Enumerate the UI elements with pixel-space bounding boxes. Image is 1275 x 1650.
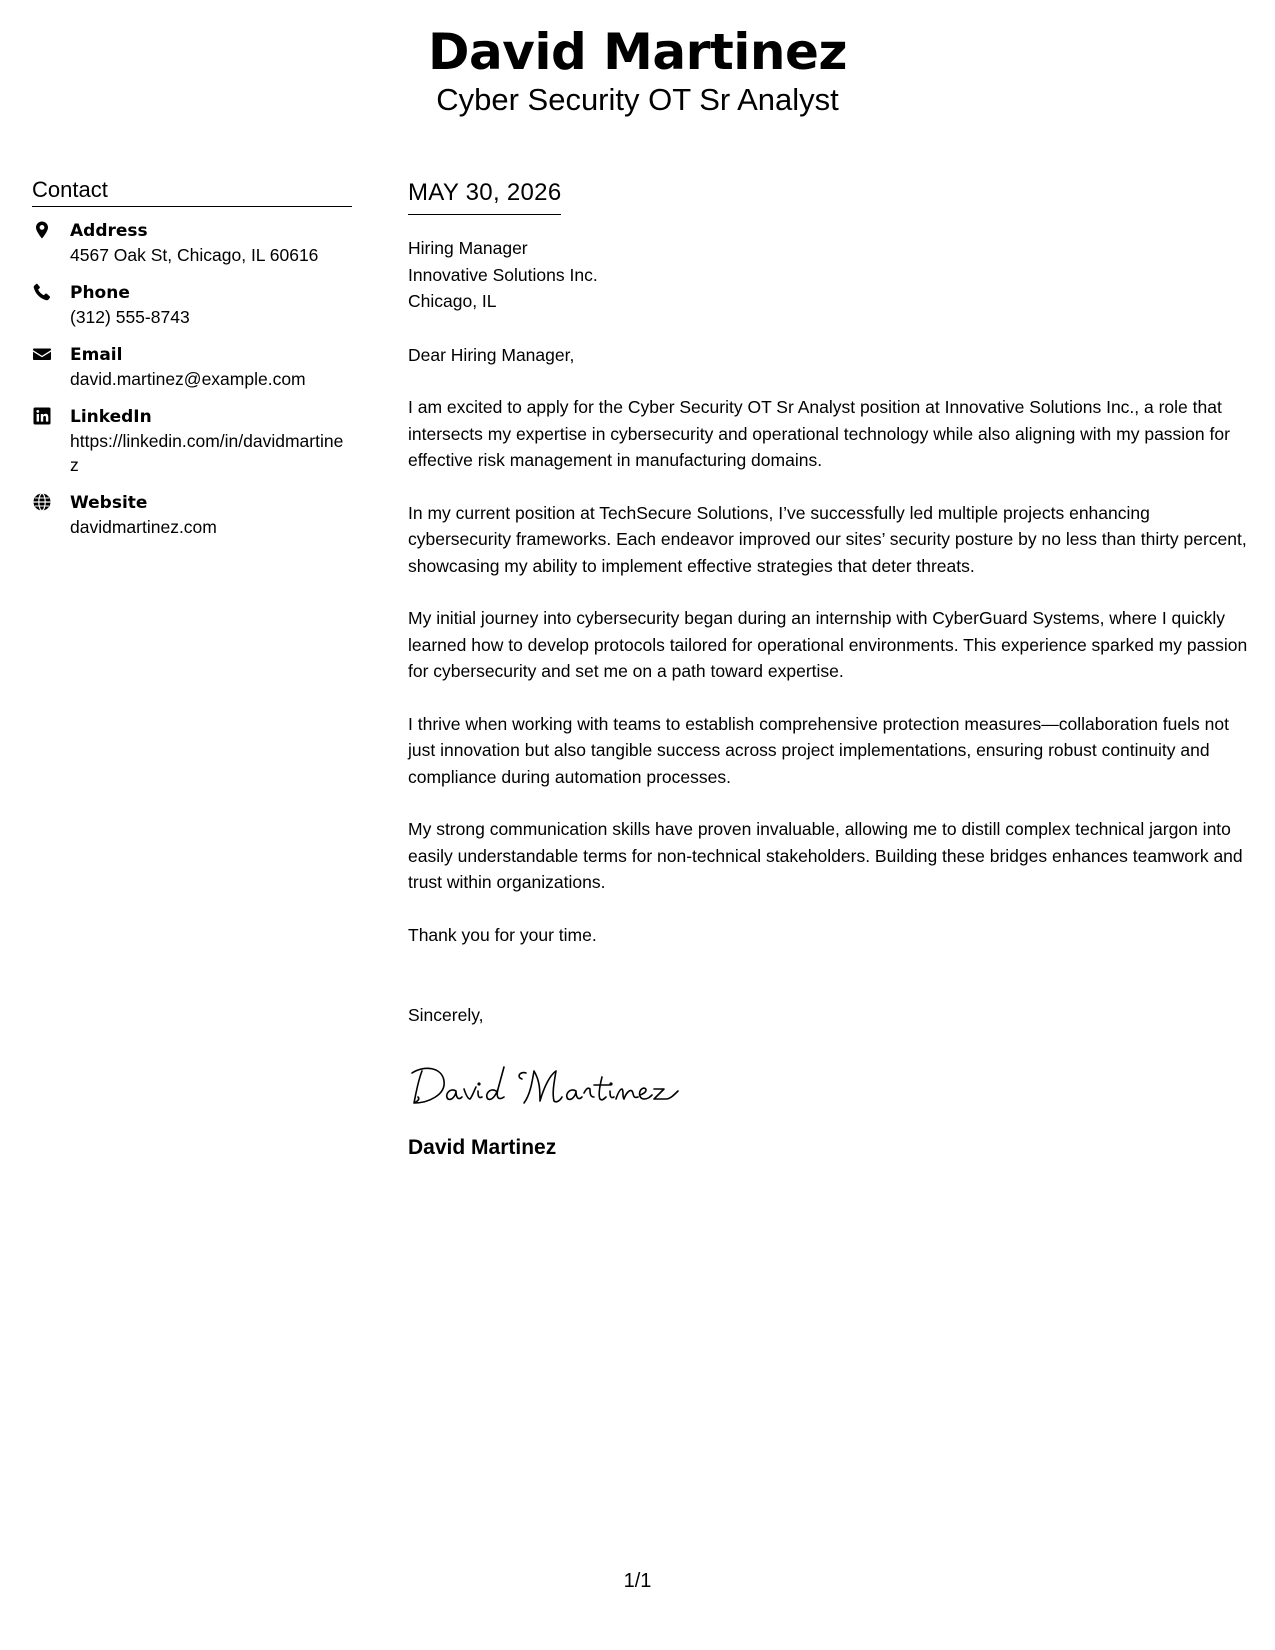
body-paragraph: I am excited to apply for the Cyber Security OT Sr Analyst position at Innovative Solutions Inc., a role that intersects my expertise in cybersecurity and operational technology while also aligning with my passion for effective risk management in manufacturing domains. — [408, 397, 1230, 470]
recipient-block — [408, 235, 1248, 315]
linkedin-icon — [32, 406, 52, 426]
recipient-location: Chicago, IL — [408, 291, 497, 311]
body-paragraph: In my current position at TechSecure Solutions, I’ve successfully led multiple projects enhancing cybersecurity frameworks. Each endeavor improved our sites’ security posture by no less than thirty percent, showcasing my ability to implement effective strategies that deter threats. — [408, 502, 1247, 576]
contact-value[interactable]: https://linkedin.com/in/davidmartinez — [70, 431, 344, 475]
map-pin-icon — [32, 220, 52, 240]
contact-value: 4567 Oak St, Chicago, IL 60616 — [70, 245, 319, 265]
contact-label: Email — [70, 345, 123, 365]
recipient-company: Innovative Solutions Inc. — [408, 264, 598, 285]
contact-item-address — [32, 219, 352, 267]
contact-item-linkedin — [32, 405, 352, 477]
date-block — [408, 178, 561, 215]
contact-item-email — [32, 343, 352, 391]
contact-item-website — [32, 491, 352, 539]
phone-icon — [32, 282, 52, 302]
signoff: Sincerely, — [408, 1005, 484, 1025]
contact-value: david.martinez@example.com — [70, 369, 306, 389]
header — [0, 22, 1275, 118]
contact-label: Phone — [70, 283, 130, 303]
signer-name: David Martinez — [408, 1135, 557, 1159]
recipient-title: Hiring Manager — [408, 238, 528, 258]
contact-sidebar — [32, 176, 352, 553]
contact-item-phone — [32, 281, 352, 329]
contact-value: (312) 555-8743 — [70, 307, 190, 327]
job-title: Cyber Security OT Sr Analyst — [436, 82, 839, 117]
envelope-icon — [32, 344, 52, 364]
contact-label: Address — [70, 221, 148, 241]
letter-body — [408, 178, 1248, 1161]
body-paragraph: I thrive when working with teams to establish comprehensive protection measures—collaboration fuels not just innovation but also tangible success across project implementations, ensuring robust continuity and compliance during automation processes. — [408, 713, 1229, 787]
handwritten-signature — [408, 1057, 688, 1115]
applicant-name: David Martinez — [428, 23, 847, 81]
contact-label: Website — [70, 493, 148, 513]
globe-icon — [32, 492, 52, 512]
closing-thanks: Thank you for your time. — [408, 924, 597, 945]
page-number: 1/1 — [623, 1570, 652, 1592]
contact-section-title: Contact — [32, 176, 352, 207]
body-paragraph: My initial journey into cybersecurity began during an internship with CyberGuard Systems, where I quickly learned how to develop protocols tailored for operational environments. This experience sparked my passion for cybersecurity and set me on a path toward expertise. — [408, 608, 1248, 681]
contact-value[interactable]: davidmartinez.com — [70, 517, 217, 537]
greeting: Dear Hiring Manager, — [408, 344, 575, 365]
contact-label: LinkedIn — [70, 407, 152, 427]
body-paragraph: My strong communication skills have proven invaluable, allowing me to distill complex technical jargon into easily understandable terms for non-technical stakeholders. Building these bridges enhances teamwork and trust within organizations. — [408, 819, 1243, 892]
letter-date: MAY 30, 2026 — [408, 179, 562, 206]
